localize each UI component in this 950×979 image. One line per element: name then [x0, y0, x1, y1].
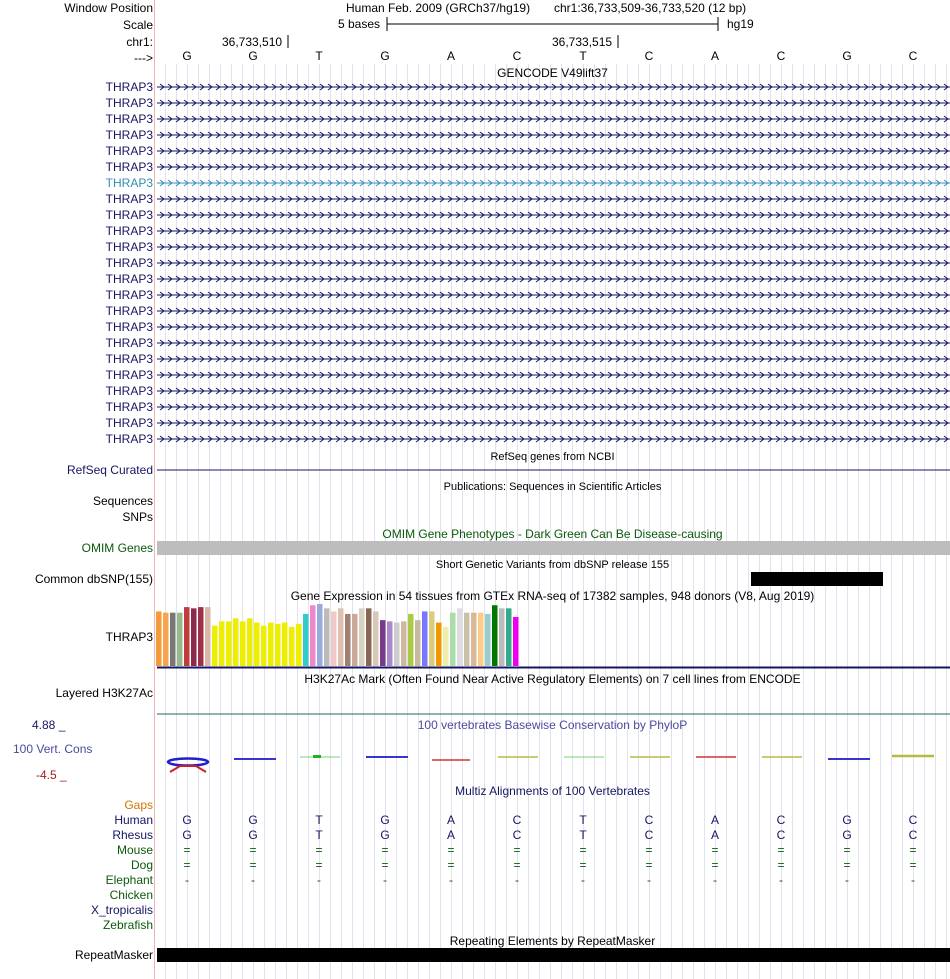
h3k27ac-title[interactable]: H3K27Ac Mark (Often Found Near Active Regulatory Elements) on 7 cell lines from ENCODE — [304, 672, 801, 686]
gencode-transcript-label[interactable]: THRAP3 — [105, 176, 153, 190]
alignment-base: G — [248, 813, 258, 827]
refseq-label[interactable]: RefSeq Curated — [66, 463, 153, 477]
alignment-base: = — [447, 843, 455, 857]
base-letter: A — [710, 49, 719, 63]
gencode-transcript-label[interactable]: THRAP3 — [105, 240, 153, 254]
gencode-transcript-label[interactable]: THRAP3 — [105, 288, 153, 302]
alignment-base: - — [779, 873, 783, 887]
gencode-transcript-label[interactable]: THRAP3 — [105, 96, 153, 110]
publications-title[interactable]: Publications: Sequences in Scientific Articles — [443, 481, 662, 493]
alignment-base: = — [381, 843, 389, 857]
h3k27ac-label[interactable]: Layered H3K27Ac — [55, 686, 153, 700]
species-label[interactable]: Mouse — [116, 843, 153, 857]
db-label: hg19 — [727, 17, 754, 31]
gencode-transcript-label[interactable]: THRAP3 — [105, 416, 153, 430]
species-label[interactable]: Rhesus — [112, 828, 153, 842]
cons-min-label: -4.5 _ — [36, 768, 67, 782]
alignment-base: G — [182, 813, 192, 827]
gencode-transcript-label[interactable]: THRAP3 — [105, 256, 153, 270]
alignment-base: = — [909, 843, 917, 857]
gencode-transcript-label[interactable]: THRAP3 — [105, 336, 153, 350]
species-label[interactable]: Dog — [130, 858, 153, 872]
alignment-base: = — [249, 858, 257, 872]
alignment-base: C — [908, 813, 918, 827]
base-letter: G — [842, 49, 852, 63]
alignment-base: = — [249, 843, 257, 857]
gencode-transcript-label[interactable]: THRAP3 — [105, 320, 153, 334]
gaps-label[interactable]: Gaps — [124, 798, 153, 812]
base-letter: T — [579, 49, 587, 63]
gencode-transcript-label[interactable]: THRAP3 — [105, 368, 153, 382]
alignment-base: G — [842, 828, 852, 842]
alignment-base: = — [315, 858, 323, 872]
alignment-base: = — [447, 858, 455, 872]
omim-title[interactable]: OMIM Gene Phenotypes - Dark Green Can Be Disease-causing — [382, 527, 723, 541]
alignment-base: = — [579, 858, 587, 872]
alignment-base: T — [315, 828, 323, 842]
gencode-transcript-label[interactable]: THRAP3 — [105, 160, 153, 174]
alignment-base: G — [380, 813, 390, 827]
alignment-base: T — [579, 828, 587, 842]
snps-label[interactable]: SNPs — [122, 510, 153, 524]
alignment-base: G — [182, 828, 192, 842]
alignment-base: = — [777, 843, 785, 857]
alignment-base: A — [710, 813, 719, 827]
alignment-base: C — [644, 828, 654, 842]
alignment-base: - — [713, 873, 717, 887]
gencode-title[interactable]: GENCODE V49lift37 — [497, 66, 608, 80]
alignment-base: G — [248, 828, 258, 842]
gencode-transcript-label[interactable]: THRAP3 — [105, 208, 153, 222]
position-readout: chr1:36,733,509-36,733,520 (12 bp) — [554, 1, 747, 15]
alignment-base: = — [513, 843, 521, 857]
chrom-label: chr1: — [126, 35, 153, 49]
alignment-base: - — [185, 873, 189, 887]
alignment-base: = — [645, 843, 653, 857]
alignment-base: A — [710, 828, 719, 842]
base-letter: A — [446, 49, 455, 63]
species-label[interactable]: Human — [114, 813, 153, 827]
dbsnp-title[interactable]: Short Genetic Variants from dbSNP release 155 — [435, 559, 670, 571]
repeatmasker-bar[interactable] — [157, 948, 950, 962]
gencode-transcript-label[interactable]: THRAP3 — [105, 272, 153, 286]
alignment-base: = — [183, 843, 191, 857]
alignment-base: - — [449, 873, 453, 887]
repeatmasker-title[interactable]: Repeating Elements by RepeatMasker — [449, 934, 656, 948]
assembly-label: Human Feb. 2009 (GRCh37/hg19) — [346, 1, 531, 15]
gencode-transcript-label[interactable]: THRAP3 — [105, 80, 153, 94]
base-letter: C — [644, 49, 654, 63]
gencode-transcript-label[interactable]: THRAP3 — [105, 192, 153, 206]
alignment-base: A — [446, 828, 455, 842]
alignment-base: - — [647, 873, 651, 887]
gencode-transcript-label[interactable]: THRAP3 — [105, 384, 153, 398]
gencode-transcript-label[interactable]: THRAP3 — [105, 112, 153, 126]
scale-text: 5 bases — [338, 17, 381, 31]
alignment-base: = — [315, 843, 323, 857]
alignment-base: = — [777, 858, 785, 872]
alignment-base: C — [776, 828, 786, 842]
alignment-base: = — [843, 843, 851, 857]
gtex-title[interactable]: Gene Expression in 54 tissues from GTEx RNA-seq of 17382 samples, 948 donors (V8, Aug 2019) — [290, 589, 815, 603]
dbsnp-label[interactable]: Common dbSNP(155) — [34, 572, 153, 586]
alignment-base: = — [645, 858, 653, 872]
alignment-base: G — [380, 828, 390, 842]
alignment-base: - — [317, 873, 321, 887]
base-letter: C — [776, 49, 786, 63]
species-label[interactable]: X_tropicalis — [90, 903, 153, 917]
alignment-base: = — [711, 843, 719, 857]
base-letter: C — [512, 49, 522, 63]
gtex-label[interactable]: THRAP3 — [105, 630, 153, 644]
coord-label-2: 36,733,515 — [552, 35, 613, 49]
strand-label: ---> — [134, 51, 153, 65]
alignment-base: T — [579, 813, 587, 827]
alignment-base: C — [512, 828, 522, 842]
alignment-base: - — [515, 873, 519, 887]
base-letter: T — [315, 49, 323, 63]
gencode-transcript-label[interactable]: THRAP3 — [105, 128, 153, 142]
coord-label-1: 36,733,510 — [222, 35, 283, 49]
multiz-title[interactable]: Multiz Alignments of 100 Vertebrates — [455, 784, 650, 798]
alignment-base: C — [644, 813, 654, 827]
gencode-transcript-label[interactable]: THRAP3 — [105, 352, 153, 366]
alignment-base: - — [845, 873, 849, 887]
alignment-base: - — [383, 873, 387, 887]
gencode-transcript-label[interactable]: THRAP3 — [105, 400, 153, 414]
alignment-base: = — [579, 843, 587, 857]
species-label[interactable]: Chicken — [109, 888, 153, 902]
cons-max-label: 4.88 _ — [32, 718, 66, 732]
base-letter: G — [182, 49, 192, 63]
scale-label: Scale — [122, 18, 153, 32]
cons-label[interactable]: 100 Vert. Cons — [13, 742, 93, 756]
omim-label[interactable]: OMIM Genes — [81, 541, 153, 555]
alignment-base: A — [446, 813, 455, 827]
base-letter: C — [908, 49, 918, 63]
refseq-title[interactable]: RefSeq genes from NCBI — [490, 451, 615, 463]
alignment-base: C — [512, 813, 522, 827]
species-label[interactable]: Zebrafish — [102, 918, 153, 932]
alignment-base: G — [842, 813, 852, 827]
sequences-label[interactable]: Sequences — [92, 494, 153, 508]
gencode-transcript-label[interactable]: THRAP3 — [105, 304, 153, 318]
base-letter: G — [380, 49, 390, 63]
alignment-base: C — [776, 813, 786, 827]
gencode-transcript-label[interactable]: THRAP3 — [105, 224, 153, 238]
alignment-base: = — [381, 858, 389, 872]
repeatmasker-label[interactable]: RepeatMasker — [74, 948, 153, 962]
alignment-base: - — [251, 873, 255, 887]
alignment-base: = — [711, 858, 719, 872]
alignment-base: C — [908, 828, 918, 842]
gencode-transcript-label[interactable]: THRAP3 — [105, 432, 153, 446]
cons-title[interactable]: 100 vertebrates Basewise Conservation by PhyloP — [417, 718, 688, 732]
window-position-label: Window Position — [64, 1, 153, 15]
alignment-base: = — [909, 858, 917, 872]
alignment-base: - — [911, 873, 915, 887]
species-label[interactable]: Elephant — [105, 873, 153, 887]
base-letter: G — [248, 49, 258, 63]
alignment-base: - — [581, 873, 585, 887]
alignment-base: T — [315, 813, 323, 827]
alignment-base: = — [843, 858, 851, 872]
alignment-base: = — [513, 858, 521, 872]
alignment-base: = — [183, 858, 191, 872]
gencode-transcript-label[interactable]: THRAP3 — [105, 144, 153, 158]
